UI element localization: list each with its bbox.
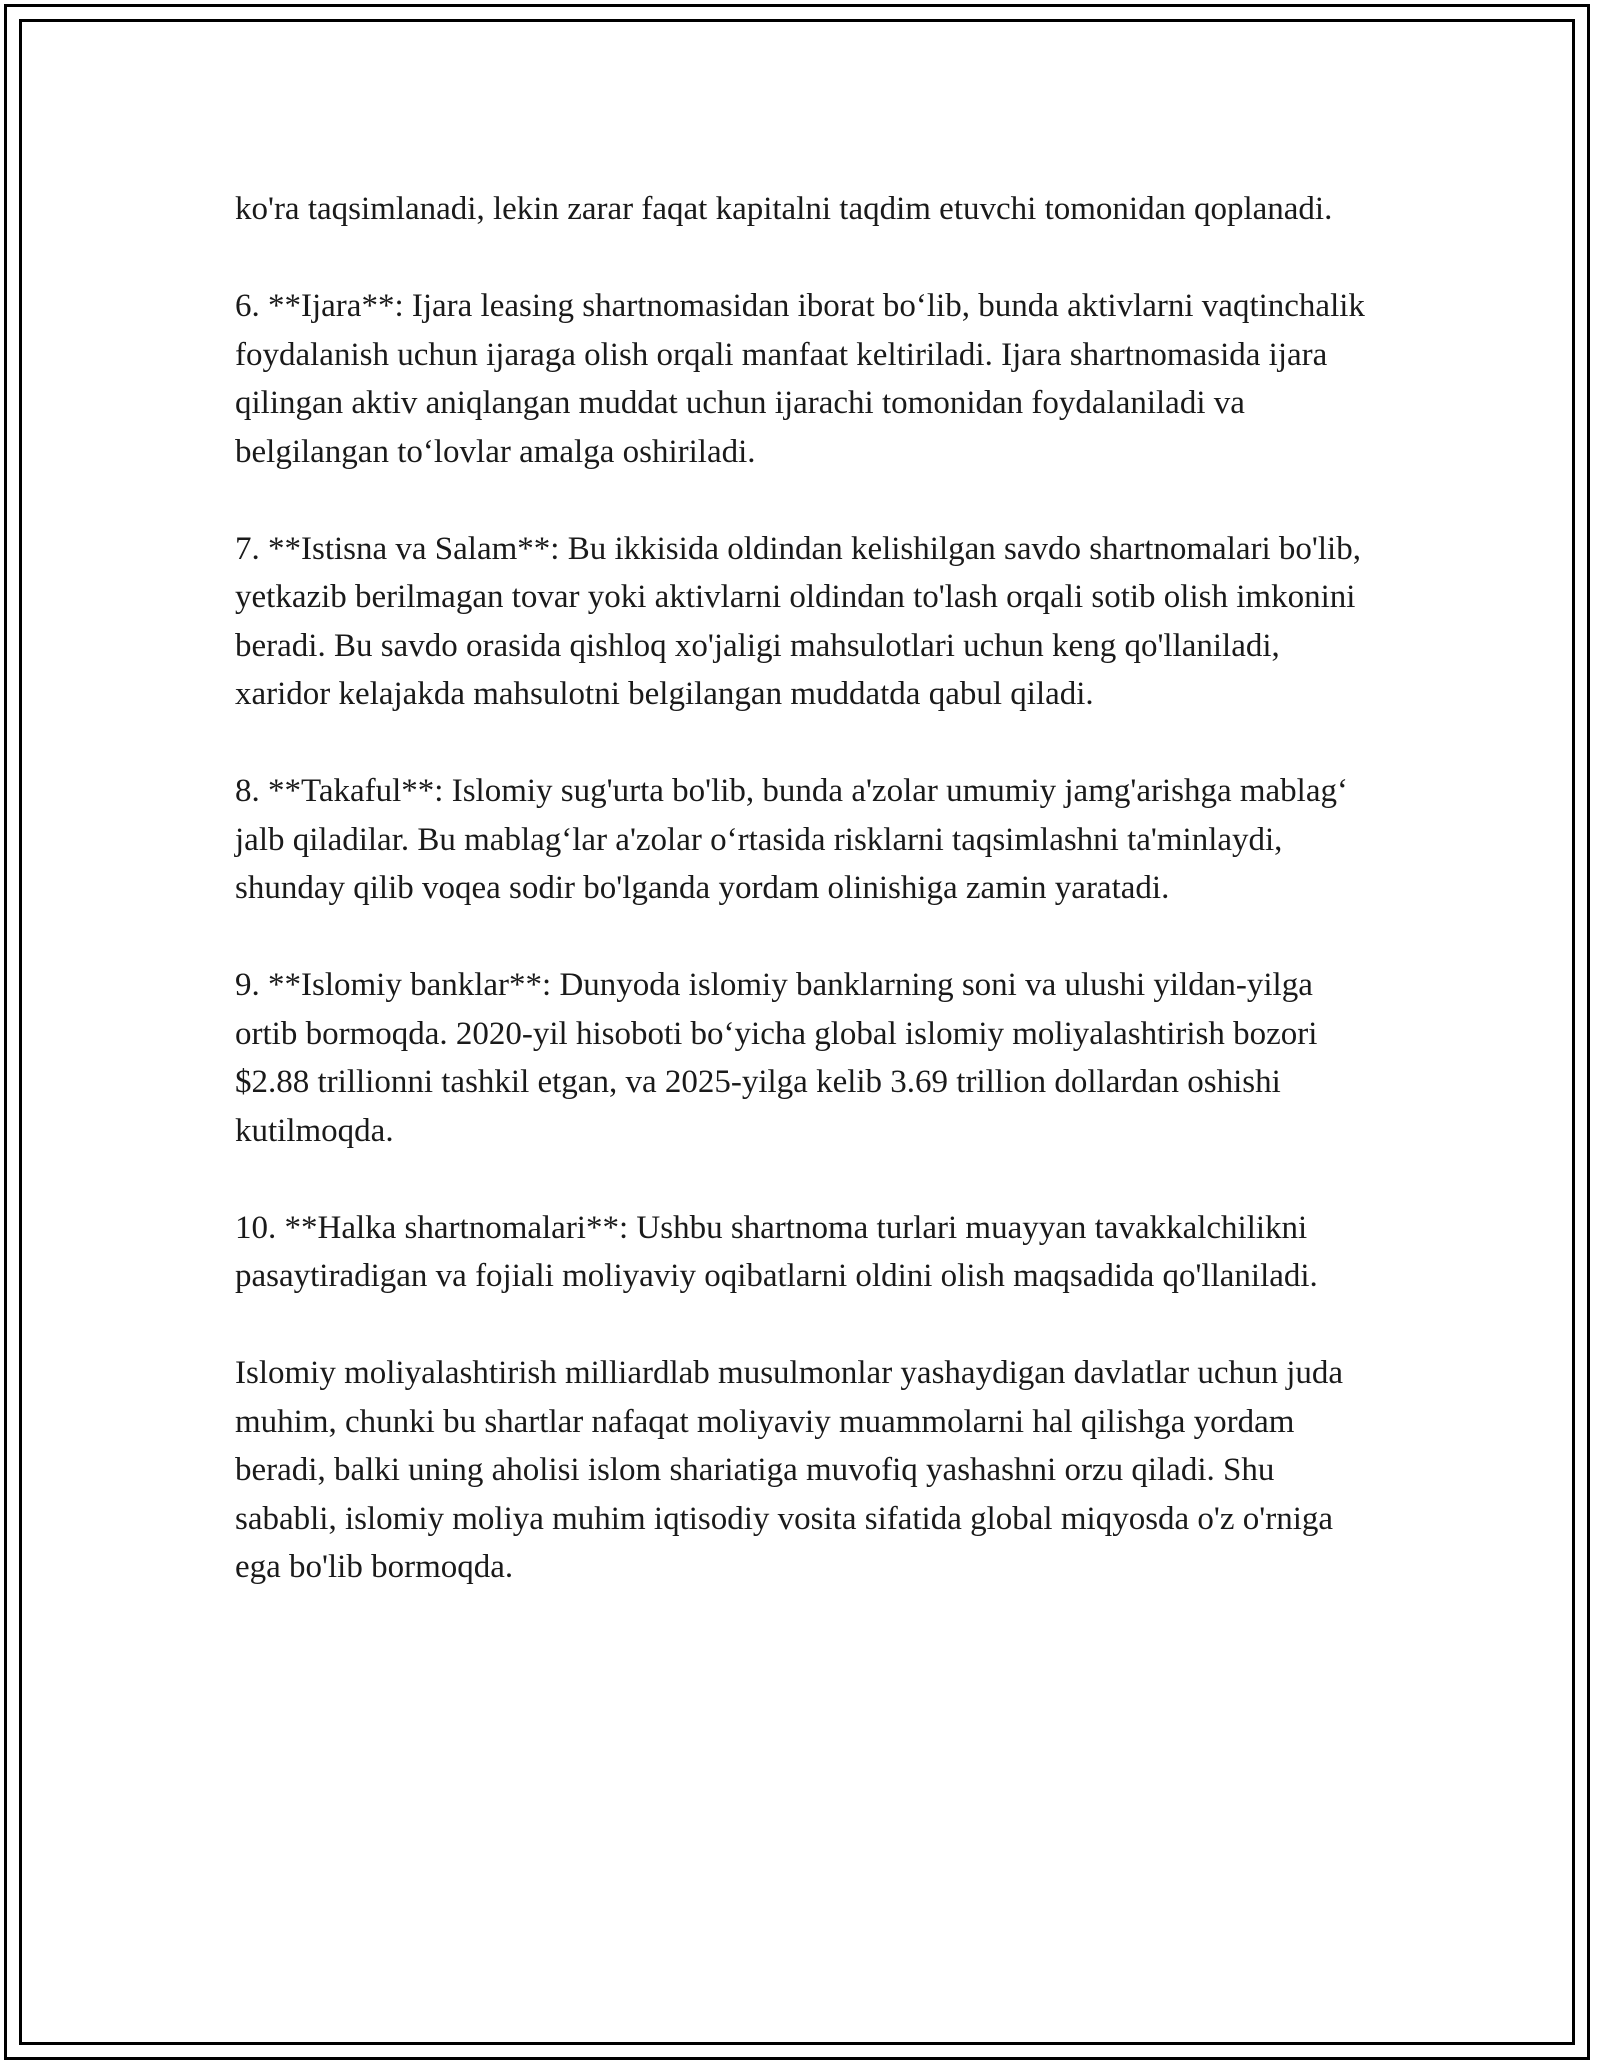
paragraph-conclusion: Islomiy moliyalashtirish milliardlab musulmonlar yashaydigan davlatlar uchun juda muhim, chunki bu shartlar nafaqat moliyaviy muammolarni hal qilishga yordam beradi, balki uning aholisi islom shariatiga muvofiq yashashni orzu qiladi. Shu sababli, islomiy moliya muhim iqtisodiy vosita sifatida global miqyosda o'z o'rniga ega bo'lib bormoqda. xyxy=(235,1355,1344,1585)
paragraph-halka-shartnomalari: 10. **Halka shartnomalari**: Ushbu shartnoma turlari muayyan tavakkalchilikni pasaytiradigan va fojiali moliyaviy oqibatlarni oldini olish maqsadida qo'llaniladi. xyxy=(235,1209,1318,1294)
paragraph-continuation: ko'ra taqsimlanadi, lekin zarar faqat kapitalni taqdim etuvchi tomonidan qoplanadi. xyxy=(235,191,1333,227)
paragraph-istisna-salam: 7. **Istisna va Salam**: Bu ikkisida oldindan kelishilgan savdo shartnomalari bo'lib, yetkazib berilmagan tovar yoki aktivlarni oldindan to'lash orqali sotib olish imkonini beradi. Bu savdo orasida qishloq xo'jaligi mahsulotlari uchun keng qo'llaniladi, xaridor kelajakda mahsulotni belgilangan muddatda qabul qiladi. xyxy=(235,530,1361,712)
document-body xyxy=(235,185,1375,1640)
paragraph-islomiy-banklar: 9. **Islomiy banklar**: Dunyoda islomiy banklarning soni va ulushi yildan-yilga ortib bormoqda. 2020-yil hisoboti bo‘yicha global islomiy moliyalashtirish bozori $2.88 trillionni tashkil etgan, va 2025-yilga kelib 3.69 trillion dollardan oshishi kutilmoqda. xyxy=(235,967,1318,1149)
paragraph-ijara: 6. **Ijara**: Ijara leasing shartnomasidan iborat bo‘lib, bunda aktivlarni vaqtinchalik foydalanish uchun ijaraga olish orqali manfaat keltiriladi. Ijara shartnomasida ijara qilingan aktiv aniqlangan muddat uchun ijarachi tomonidan foydalaniladi va belgilangan to‘lovlar amalga oshiriladi. xyxy=(235,288,1365,470)
paragraph-takaful: 8. **Takaful**: Islomiy sug'urta bo'lib, bunda a'zolar umumiy jamg'arishga mablag‘ jalb qiladilar. Bu mablag‘lar a'zolar o‘rtasida risklarni taqsimlashni ta'minlaydi, shunday qilib voqea sodir bo'lganda yordam olinishiga zamin yaratadi. xyxy=(235,773,1348,906)
